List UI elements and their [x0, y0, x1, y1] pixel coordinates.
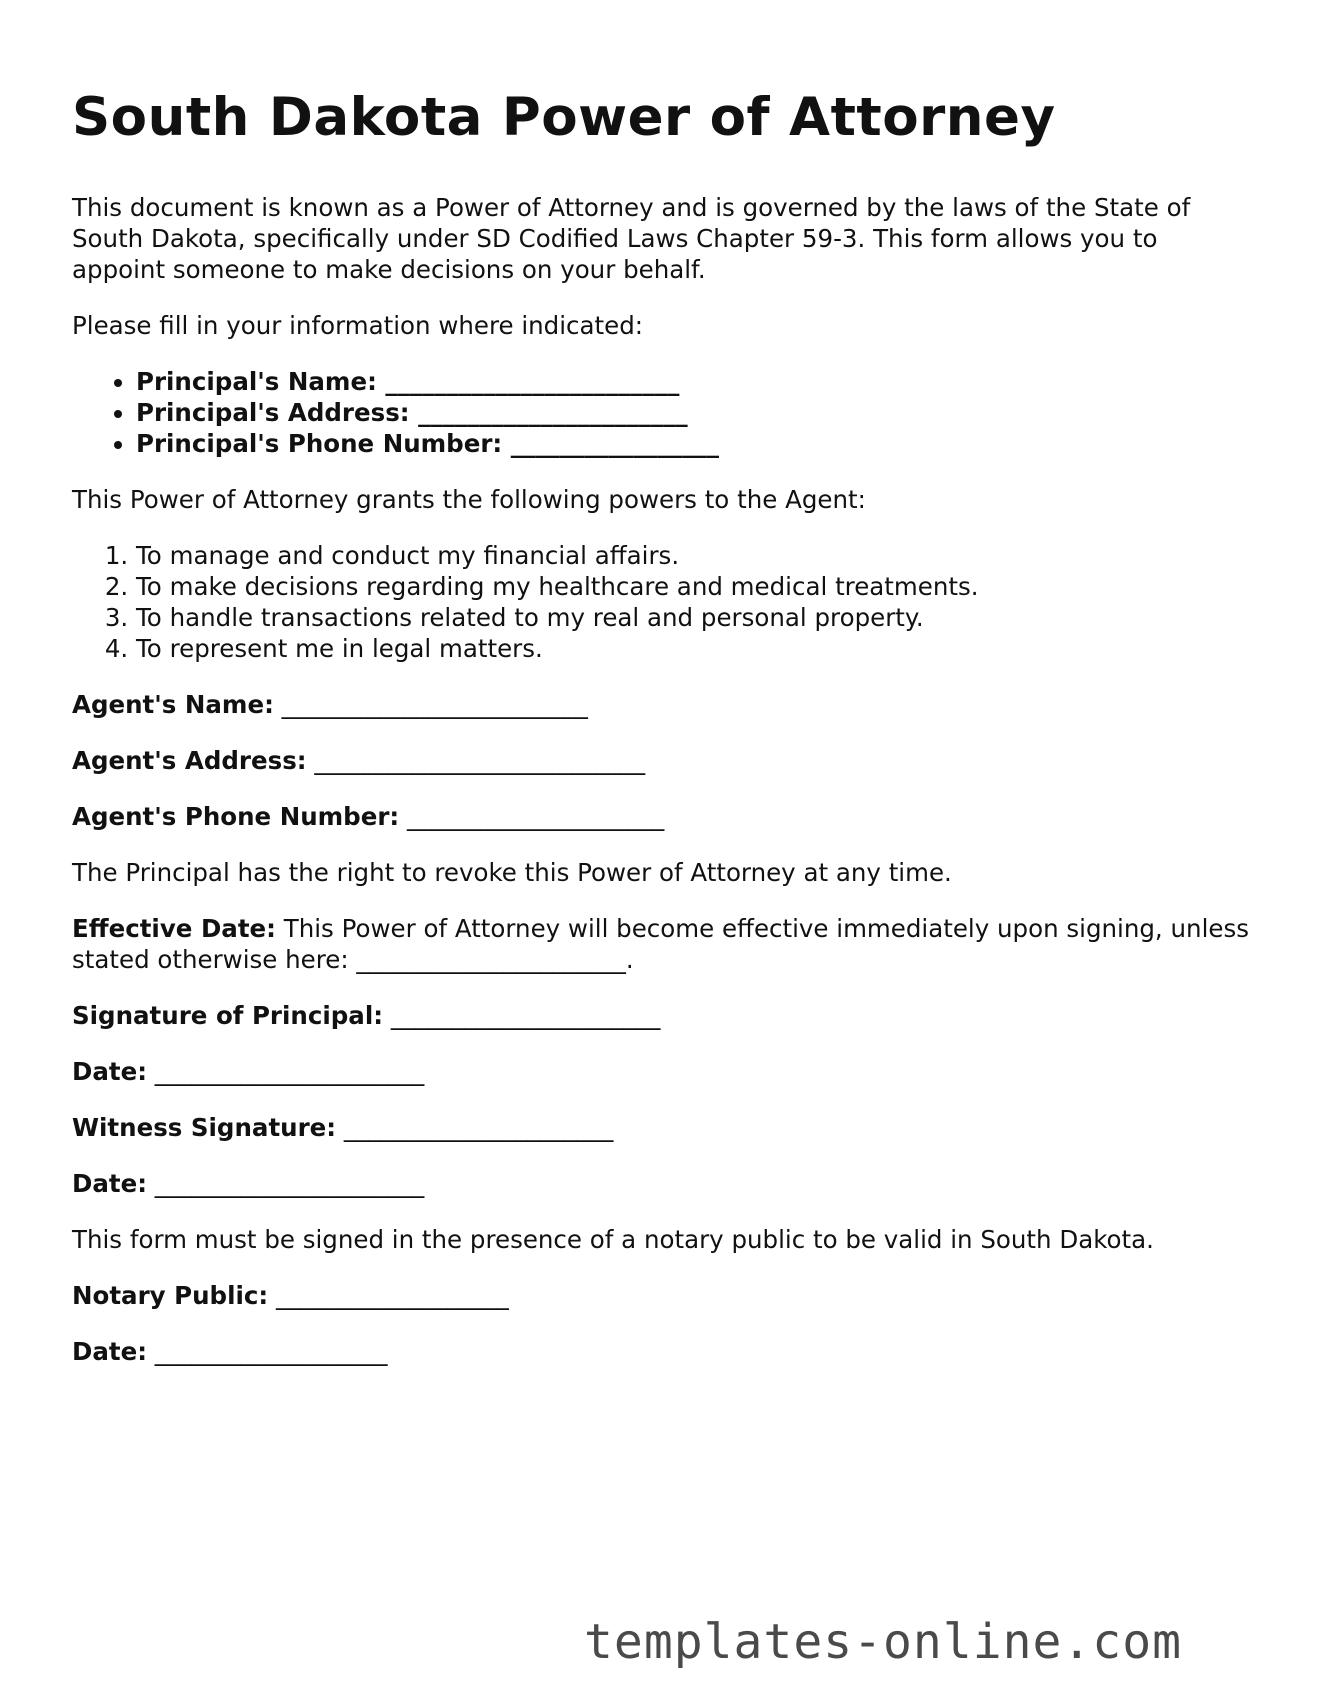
watermark: templates-online.com: [584, 1614, 1182, 1670]
agent-phone-blank[interactable]: _____________________: [407, 802, 665, 831]
effective-date-label: Effective Date:: [72, 914, 276, 943]
witness-date-field[interactable]: Date: ______________________: [72, 1169, 425, 1198]
principal-phone-blank[interactable]: _________________: [510, 429, 719, 458]
notary-statement: This form must be signed in the presence of a notary public to be valid in South Dakota.: [72, 1225, 1154, 1254]
principal-name-blank[interactable]: ________________________: [385, 367, 680, 396]
witness-signature-blank[interactable]: ______________________: [343, 1113, 614, 1142]
notary-public-blank[interactable]: ___________________: [276, 1281, 509, 1310]
effective-date-paragraph[interactable]: [72, 913, 1252, 975]
agent-name-blank[interactable]: _________________________: [281, 690, 588, 719]
principal-date-field[interactable]: Date: ______________________: [72, 1057, 425, 1086]
powers-list: [72, 540, 1252, 664]
agent-address-blank[interactable]: ___________________________: [314, 746, 646, 775]
principal-name-field[interactable]: • Principal's Name: ________________________: [136, 366, 1252, 397]
witness-signature-field[interactable]: Witness Signature: ______________________: [72, 1113, 614, 1142]
power-item: 2. To make decisions regarding my healthcare and medical treatments.: [136, 571, 1252, 602]
principal-address-blank[interactable]: ______________________: [418, 398, 688, 427]
revoke-statement: The Principal has the right to revoke this Power of Attorney at any time.: [72, 858, 952, 887]
intro-paragraph: This document is known as a Power of Attorney and is governed by the laws of the State of South Dakota, specifically under SD Codified Laws Chapter 59-3. This form allows you to appoint someone to make decisions on your behalf.: [72, 193, 1191, 284]
notary-public-field[interactable]: Notary Public: ___________________: [72, 1281, 509, 1310]
power-item: 3. To handle transactions related to my real and personal property.: [136, 602, 1252, 633]
fill-prompt: Please fill in your information where indicated:: [72, 311, 644, 340]
principal-address-field[interactable]: • Principal's Address: ______________________: [136, 397, 1252, 428]
principal-phone-field[interactable]: • Principal's Phone Number: _________________: [136, 428, 1252, 459]
principal-signature-blank[interactable]: ______________________: [390, 1001, 661, 1030]
principal-fields-list: [72, 366, 1252, 459]
principal-date-blank[interactable]: ______________________: [154, 1057, 425, 1086]
agent-address-field[interactable]: Agent's Address: ___________________________: [72, 746, 646, 775]
effective-date-text[interactable]: This Power of Attorney will become effective immediately upon signing, unless stated otherwise here: ______________________.: [72, 914, 1249, 974]
document-page: [72, 88, 1252, 1367]
power-item: 1. To manage and conduct my financial affairs.: [136, 540, 1252, 571]
agent-phone-field[interactable]: Agent's Phone Number: _____________________: [72, 802, 665, 831]
principal-signature-field[interactable]: Signature of Principal: ______________________: [72, 1001, 661, 1030]
witness-date-blank[interactable]: ______________________: [154, 1169, 425, 1198]
agent-name-field[interactable]: Agent's Name: _________________________: [72, 690, 588, 719]
notary-date-field[interactable]: Date: ___________________: [72, 1337, 388, 1366]
page-title: South Dakota Power of Attorney: [72, 87, 1056, 148]
notary-date-blank[interactable]: ___________________: [154, 1337, 388, 1366]
powers-intro: This Power of Attorney grants the following powers to the Agent:: [72, 485, 866, 514]
power-item: 4. To represent me in legal matters.: [136, 633, 1252, 664]
